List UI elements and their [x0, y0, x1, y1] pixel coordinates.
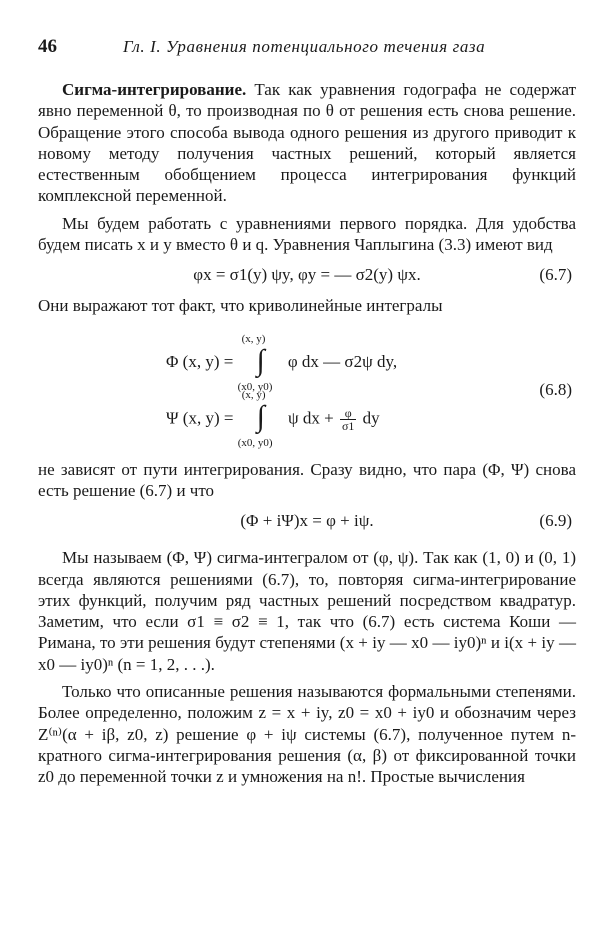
fraction-numerator: φ — [340, 407, 356, 420]
fraction-phi-over-sigma — [340, 407, 356, 432]
equation-6-8 — [38, 323, 576, 455]
section-run-in-heading: Сигма-интегрирование. — [62, 80, 247, 99]
paragraph-first-order: Мы будем работать с уравнениями первого порядка. Для удобства будем писать x и y вместо θ и q. Уравнения Чаплыгина (3.3) имеют вид — [38, 213, 576, 255]
page-header — [38, 36, 577, 62]
page-body — [38, 79, 576, 788]
equation-6-7-formula: φx = σ1(y) ψy, φy = — σ2(y) ψx. — [193, 265, 421, 285]
paragraph-path-independence: не зависят от пути интегрирования. Сразу видно, что пара (Φ, Ψ) снова есть решение (6.7) и что — [38, 459, 576, 500]
equation-6-7-number: (6.7) — [539, 265, 572, 285]
paragraph-curvilinear: Они выражают тот факт, что криволинейные интегралы — [38, 296, 443, 316]
integral-symbol-icon: ∫ — [256, 400, 265, 434]
integral-symbol-icon: ∫ — [256, 343, 265, 377]
running-head: Гл. I. Уравнения потенциального течения газа — [123, 37, 486, 56]
equation-6-8-rhs-phi: φ dx — σ2ψ dy, — [287, 351, 398, 371]
equation-6-7 — [38, 255, 576, 295]
fraction-denominator: σ1 — [341, 418, 355, 433]
integral-sign — [237, 389, 284, 450]
integral-lower-limit: (x0, y0) — [237, 437, 273, 450]
paragraph-formal-powers: Только что описанные решения называются формальными степенями. Более определенно, положим z = x + iy, z0 = x0 + iy0 и обозначим через Z⁽ⁿ⁾(α + iβ, z0, z) решение φ + iψ системы (6.7), полученное путем n-кратного сигма-интегрирования решения (α, β) от фиксированной точки z0 до переменной точки z и умножения на n!. Простые вычисления — [38, 682, 576, 787]
paragraph-sigma-integral: Мы называем (Φ, Ψ) сигма-интегралом от (φ, ψ). Так как (1, 0) и (0, 1) всегда являются решениями (6.7), то, повторяя сигма-интегрирование этих функций, получим ряд частных решений посредством квадратур. Заметим, что если σ1 ≡ σ2 ≡ 1, так что (6.7) есть система Коши — Римана, то эти решения будут степенями (x + iy — x0 — iy0)ⁿ и i(x + iy — x0 — iy0)ⁿ (n = 1, 2, . . .). — [38, 548, 576, 674]
equation-6-8-lhs-phi: Φ (x, y) = — [166, 351, 234, 371]
integral-lower-limit: (x0, y0) — [237, 380, 273, 393]
equation-6-9 — [38, 501, 576, 541]
equation-6-8-row-psi — [166, 389, 380, 450]
equation-6-9-number: (6.9) — [539, 511, 572, 531]
equation-6-8-rhs-psi: ψ dx + — [287, 408, 334, 428]
equation-6-8-rhs-dy: dy — [362, 408, 380, 428]
paragraph-text: Так как уравнения годографа не содержат явно переменной θ, то производная по θ от решения есть снова решение. Обращение этого способа вывода одного решения из другого приводит к новому методу получения частных решений, который является естественным обобщением процесса интегрирования функций комплексной переменной. — [38, 80, 577, 206]
equation-6-9-formula: (Φ + iΨ)x = φ + iψ. — [240, 511, 374, 531]
integral-sign — [237, 332, 284, 393]
equation-6-8-row-phi — [166, 332, 398, 393]
paragraph-sigma-integration — [38, 79, 576, 207]
integral-upper-limit: (x, y) — [241, 332, 266, 345]
equation-6-8-lhs-psi: Ψ (x, y) = — [166, 408, 234, 428]
page-number: 46 — [38, 36, 57, 57]
equation-6-8-number: (6.8) — [539, 379, 572, 399]
integral-upper-limit: (x, y) — [241, 389, 266, 402]
